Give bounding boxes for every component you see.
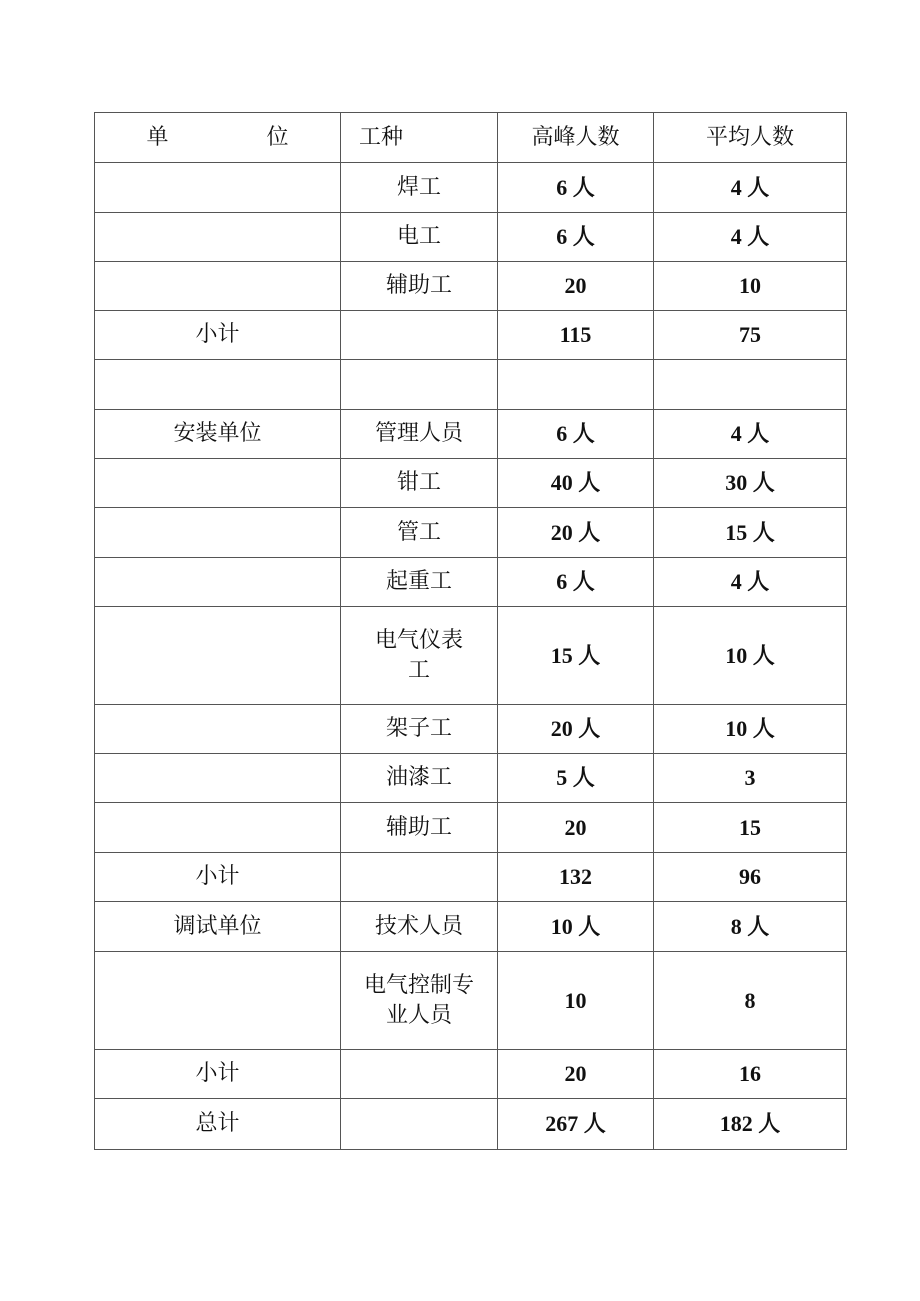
avg-cell: 10 — [654, 262, 847, 311]
avg-cell: 30 人 — [654, 459, 847, 508]
unit-cell: 安装单位 — [95, 410, 341, 459]
avg-cell: 4 人 — [654, 163, 847, 213]
total-row — [95, 1099, 847, 1150]
trade-cell: 起重工 — [341, 558, 498, 607]
avg-cell: 15 — [654, 803, 847, 853]
trade-cell: 架子工 — [341, 705, 498, 754]
unit-cell: 总计 — [95, 1099, 341, 1150]
subtotal-row — [95, 311, 847, 360]
trade-cell — [341, 952, 498, 1050]
avg-cell: 10 人 — [654, 607, 847, 705]
peak-cell: 6 人 — [498, 558, 654, 607]
trade-line-1: 电气仪表 — [374, 627, 463, 653]
peak-cell: 6 人 — [498, 163, 654, 213]
subtotal-row — [95, 853, 847, 902]
peak-cell: 20 — [498, 1050, 654, 1099]
trade-cell: 管工 — [341, 508, 498, 558]
header-unit-char-2: 位 — [266, 124, 289, 150]
table-row — [95, 952, 847, 1050]
avg-cell: 4 人 — [654, 410, 847, 459]
trade-cell — [341, 360, 498, 410]
trade-cell — [341, 1050, 498, 1099]
subtotal-row — [95, 1050, 847, 1099]
avg-cell: 10 人 — [654, 705, 847, 754]
unit-cell — [95, 803, 341, 853]
avg-cell: 96 — [654, 853, 847, 902]
unit-cell — [95, 262, 341, 311]
unit-cell — [95, 213, 341, 262]
unit-cell: 小计 — [95, 1050, 341, 1099]
table-row — [95, 803, 847, 853]
avg-cell: 15 人 — [654, 508, 847, 558]
table-row — [95, 360, 847, 410]
trade-cell — [341, 1099, 498, 1150]
peak-cell: 20 — [498, 803, 654, 853]
table-row — [95, 607, 847, 705]
peak-cell: 20 — [498, 262, 654, 311]
table-row — [95, 459, 847, 508]
trade-cell: 钳工 — [341, 459, 498, 508]
avg-cell: 8 — [654, 952, 847, 1050]
unit-cell: 小计 — [95, 311, 341, 360]
unit-cell — [95, 952, 341, 1050]
trade-line-2: 工 — [407, 657, 430, 683]
peak-cell: 15 人 — [498, 607, 654, 705]
avg-cell: 75 — [654, 311, 847, 360]
header-unit — [95, 113, 341, 163]
table-row — [95, 213, 847, 262]
peak-cell — [498, 360, 654, 410]
unit-cell — [95, 607, 341, 705]
table-row — [95, 262, 847, 311]
header-avg: 平均人数 — [654, 113, 847, 163]
unit-cell: 调试单位 — [95, 902, 341, 952]
table-row — [95, 410, 847, 459]
trade-cell: 电工 — [341, 213, 498, 262]
avg-cell: 4 人 — [654, 558, 847, 607]
unit-cell: 小计 — [95, 853, 341, 902]
unit-cell — [95, 459, 341, 508]
peak-cell: 10 — [498, 952, 654, 1050]
trade-line-1: 电气控制专 — [363, 972, 474, 998]
peak-cell: 5 人 — [498, 754, 654, 803]
trade-cell: 辅助工 — [341, 262, 498, 311]
trade-cell — [341, 607, 498, 705]
trade-cell: 油漆工 — [341, 754, 498, 803]
header-unit-char-1: 单 — [146, 124, 169, 150]
peak-cell: 6 人 — [498, 213, 654, 262]
peak-cell: 6 人 — [498, 410, 654, 459]
peak-cell: 40 人 — [498, 459, 654, 508]
unit-cell — [95, 705, 341, 754]
trade-cell: 技术人员 — [341, 902, 498, 952]
trade-cell: 管理人员 — [341, 410, 498, 459]
avg-cell — [654, 360, 847, 410]
peak-cell: 115 — [498, 311, 654, 360]
staffing-table — [94, 112, 847, 1150]
table-row — [95, 558, 847, 607]
avg-cell: 3 — [654, 754, 847, 803]
unit-cell — [95, 163, 341, 213]
table-row — [95, 508, 847, 558]
peak-cell: 10 人 — [498, 902, 654, 952]
peak-cell: 20 人 — [498, 508, 654, 558]
table-row — [95, 163, 847, 213]
peak-cell: 132 — [498, 853, 654, 902]
unit-cell — [95, 754, 341, 803]
trade-line-2: 业人员 — [385, 1002, 452, 1028]
trade-cell — [341, 311, 498, 360]
avg-cell: 8 人 — [654, 902, 847, 952]
peak-cell: 267 人 — [498, 1099, 654, 1150]
avg-cell: 16 — [654, 1050, 847, 1099]
avg-cell: 182 人 — [654, 1099, 847, 1150]
table-row — [95, 902, 847, 952]
table-row — [95, 705, 847, 754]
peak-cell: 20 人 — [498, 705, 654, 754]
unit-cell — [95, 558, 341, 607]
trade-cell: 焊工 — [341, 163, 498, 213]
avg-cell: 4 人 — [654, 213, 847, 262]
header-peak: 高峰人数 — [498, 113, 654, 163]
table-header-row — [95, 113, 847, 163]
header-trade: 工种 — [341, 113, 498, 163]
table-row — [95, 754, 847, 803]
trade-cell: 辅助工 — [341, 803, 498, 853]
trade-cell — [341, 853, 498, 902]
unit-cell — [95, 508, 341, 558]
unit-cell — [95, 360, 341, 410]
